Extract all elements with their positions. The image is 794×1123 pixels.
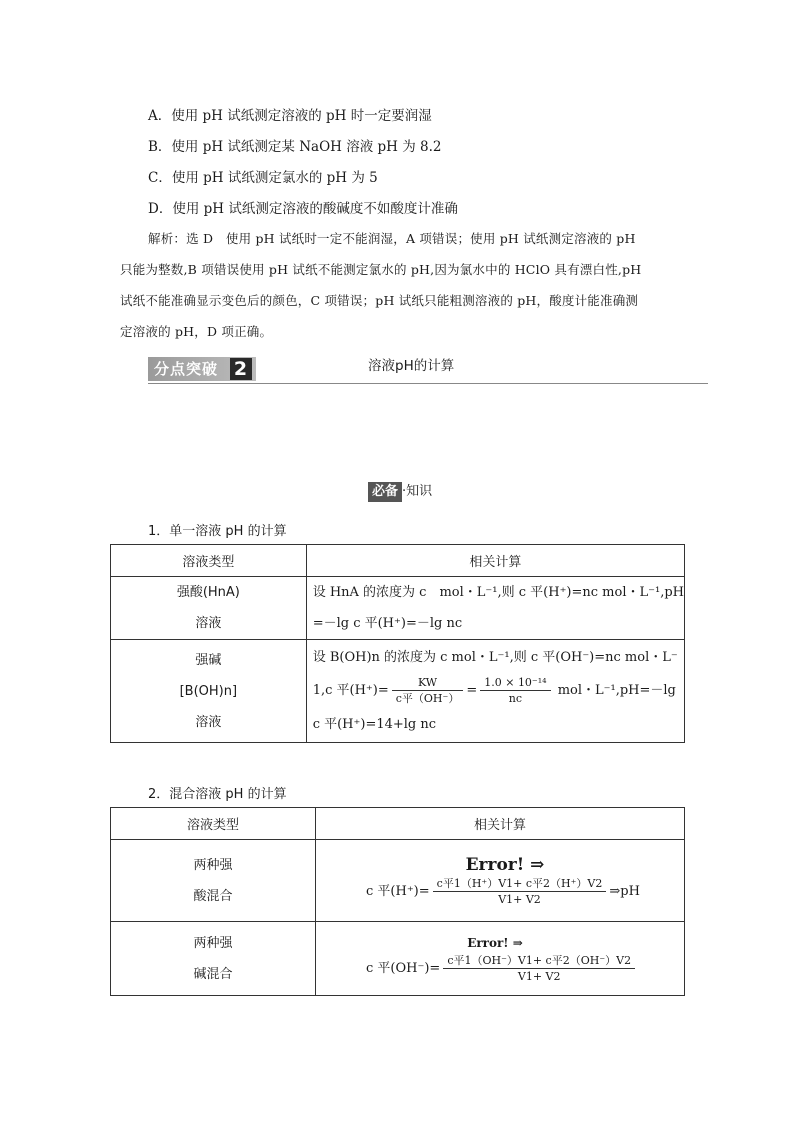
table2-row2-type <box>111 922 316 996</box>
table1-heading: 1．单一溶液 pH 的计算 <box>148 524 287 539</box>
table2 <box>110 807 685 996</box>
table1-row2-type-line3: 溶液 <box>195 714 222 730</box>
table1-row2-calc-pre: 1,c 平(H⁺)= <box>312 683 389 698</box>
table2-row1-type <box>111 840 316 922</box>
value-fraction-num: 1.0 × 10⁻¹⁴ <box>480 675 550 691</box>
bibei-bold: 必备 <box>368 482 402 502</box>
table2-row1-calc <box>316 840 685 922</box>
acid-mix-fraction <box>433 876 607 907</box>
table2-row2-error: Error! ⇒ <box>467 936 523 950</box>
table2-row1-calc-post: ⇒pH <box>609 884 640 899</box>
table2-row2-calc-pre: c 平(OH⁻)= <box>366 961 441 976</box>
table1-header-type: 溶液类型 <box>111 545 307 577</box>
table1-row2-calc-line1: 设 B(OH)n 的浓度为 c mol・L⁻¹,则 c 平(OH⁻)=nc mol・L⁻ <box>312 650 678 665</box>
table1-row2-calc-line3: c 平(H⁺)=14+lg nc <box>312 717 437 732</box>
table1-row2-calc-post: mol・L⁻¹,pH=－lg <box>557 683 676 698</box>
table1-row1-calc <box>306 577 684 640</box>
table1-row1-type <box>111 577 307 640</box>
bibei-rest: ·知识 <box>402 484 433 499</box>
table2-row2-type-line2: 碱混合 <box>193 966 233 982</box>
value-fraction <box>480 675 550 706</box>
table2-row1-type-line1: 两种强 <box>193 857 233 873</box>
bibei-label <box>368 482 432 502</box>
acid-mix-fraction-den: V1+ V2 <box>498 893 541 906</box>
table2-header-type: 溶液类型 <box>111 808 316 840</box>
table1-header-calc: 相关计算 <box>306 545 684 577</box>
explanation-line-1: 解析：选 D 使用 pH 试纸时一定不能润湿，A 项错误；使用 pH 试纸测定溶液的 pH <box>148 231 636 246</box>
table2-row2-formula <box>366 953 684 984</box>
table1-row1-type-line2: 溶液 <box>195 616 222 631</box>
option-d: D．使用 pH 试纸测定溶液的酸碱度不如酸度计准确 <box>148 201 458 217</box>
acid-mix-fraction-num: c平1（H⁺）V1+ c平2（H⁺）V2 <box>433 876 607 892</box>
section-divider <box>148 383 708 384</box>
table1-row1-type-line1: 强酸(HnA) <box>176 585 240 600</box>
table1-row2-type <box>111 640 307 743</box>
table2-header-calc: 相关计算 <box>316 808 685 840</box>
kw-fraction-num: KW <box>392 675 464 691</box>
table1 <box>110 544 685 743</box>
explanation-line-2: 只能为整数,B 项错误使用 pH 试纸不能测定氯水的 pH,因为氯水中的 HClO 具有漂白性,pH <box>120 262 642 277</box>
explanation-line-4: 定溶液的 pH，D 项正确。 <box>120 324 273 339</box>
table2-row1-type-line2: 酸混合 <box>193 888 233 904</box>
section-badge-number: 2 <box>230 358 252 380</box>
table2-row1-error: Error! ⇒ <box>465 855 545 875</box>
kw-fraction <box>392 675 464 706</box>
base-mix-fraction-num: c平1（OH⁻）V1+ c平2（OH⁻）V2 <box>443 953 635 969</box>
explanation-line-3: 试纸不能准确显示变色后的颜色，C 项错误；pH 试纸只能粗测溶液的 pH，酸度计能准确测 <box>120 293 639 308</box>
table2-row2-type-line1: 两种强 <box>193 935 233 951</box>
table2-row1-formula <box>366 876 684 907</box>
table1-row2-calc-line2: 1,c 平(H⁺)= $\frac{KW}{\text{c平（OH⁻）}}$ = $\frac{\text{1.0 × 10⁻¹⁴}}{nc}$ mol・L⁻¹,pH=－lg <box>312 676 676 705</box>
table1-row1-calc-line1: 设 HnA 的浓度为 c mol・L⁻¹,则 c 平(H⁺)=nc mol・L⁻¹,pH <box>312 585 684 600</box>
table2-row1-calc-pre: c 平(H⁺)= <box>366 884 430 899</box>
section-title: 溶液pH的计算 <box>368 358 455 374</box>
table1-row1-calc-line2: =－lg c 平(H⁺)=－lg nc <box>312 616 463 631</box>
table2-heading: 2．混合溶液 pH 的计算 <box>148 787 287 802</box>
option-c: C．使用 pH 试纸测定氯水的 pH 为 5 <box>148 170 378 186</box>
table1-row2-calc <box>306 640 684 743</box>
option-a: A．使用 pH 试纸测定溶液的 pH 时一定要润湿 <box>148 108 432 124</box>
option-b: B．使用 pH 试纸测定某 NaOH 溶液 pH 为 8.2 <box>148 139 442 155</box>
table1-row2-type-line1: 强碱 <box>195 652 222 668</box>
section-badge-text: 分点突破 <box>154 360 219 378</box>
base-mix-fraction-den: V1+ V2 <box>517 970 561 983</box>
base-mix-fraction <box>443 953 635 984</box>
table1-row2-type-line2: [B(OH)n] <box>179 683 238 699</box>
table2-row2-calc <box>316 922 685 996</box>
value-fraction-den: nc <box>508 692 523 705</box>
kw-fraction-den: c平（OH⁻） <box>395 692 460 705</box>
section-badge <box>148 357 256 381</box>
